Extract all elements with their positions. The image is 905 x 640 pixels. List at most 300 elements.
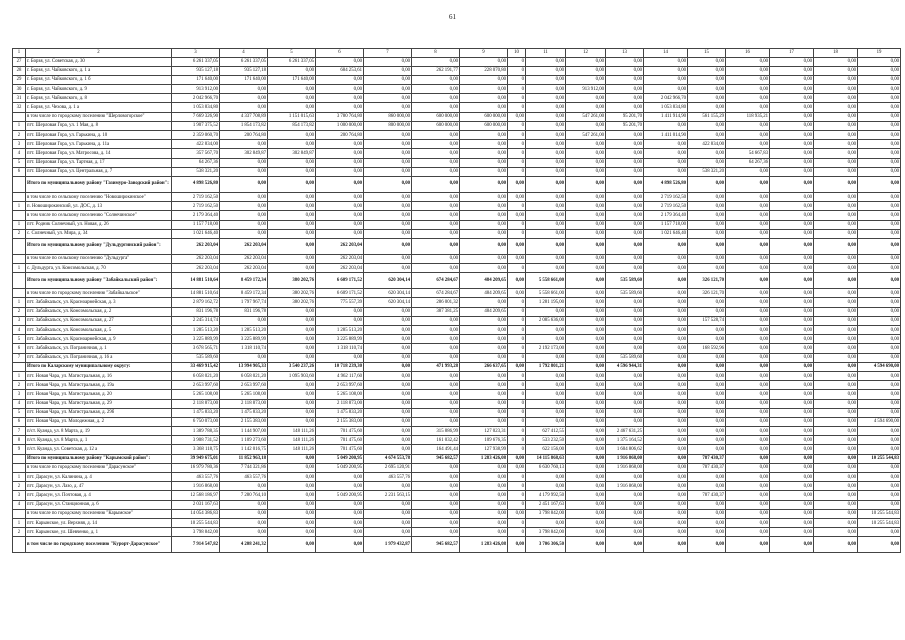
amount-cell: 1 907 375,52 — [172, 121, 220, 130]
address-cell: пгт. Новая Чара, ул. Магистральная, д. 19а — [26, 381, 172, 390]
amount-cell: 0,00 — [858, 381, 901, 390]
amount-cell: 0,00 — [770, 273, 814, 289]
amount-cell: 302 849,87 — [268, 149, 316, 158]
address-cell: пгт. Забайкальск, ул. Красноармейская, д. 3 — [26, 298, 172, 307]
amount-cell: 0,00 — [770, 66, 814, 75]
amount-cell: 0,00 — [460, 57, 508, 66]
amount-cell: 0,00 — [606, 473, 644, 482]
amount-cell: 0,00 — [526, 238, 566, 254]
amount-cell: 0,00 — [412, 140, 460, 149]
amount-cell: 674 284,67 — [412, 273, 460, 289]
amount-cell: 0,00 — [726, 473, 770, 482]
amount-cell: 0,00 — [364, 445, 412, 454]
amount-cell: 0,00 — [814, 94, 858, 103]
amount-cell: 0,00 — [726, 192, 770, 201]
row-number-cell — [13, 362, 26, 371]
amount-cell: 0,00 — [364, 167, 412, 176]
amount-cell: 0,00 — [316, 473, 364, 482]
amount-cell: 1 095 903,60 — [268, 371, 316, 380]
table-row — [13, 75, 901, 84]
amount-cell: 0,00 — [688, 131, 726, 140]
amount-cell: 0,00 — [412, 131, 460, 140]
amount-cell: 95 201,70 — [606, 112, 644, 121]
amount-cell: 0 — [508, 417, 526, 426]
amount-cell: 0,00 — [644, 307, 688, 316]
amount-cell: 302 849,87 — [220, 149, 268, 158]
column-number-cell: 1 — [13, 49, 26, 58]
amount-cell: 0,00 — [770, 473, 814, 482]
amount-cell: 0,00 — [814, 202, 858, 211]
amount-cell: 4 674 553,78 — [364, 454, 412, 463]
amount-cell: 0 — [508, 408, 526, 417]
amount-cell: 0,00 — [814, 75, 858, 84]
address-cell: в том числе по городскому поселению "Забайкальское" — [26, 289, 172, 298]
address-cell: г. Борзя, ул. Советская, д. 30 — [26, 57, 172, 66]
amount-cell: 1 475 833,20 — [220, 408, 268, 417]
amount-cell: 118 935,21 — [726, 112, 770, 121]
amount-cell: 0,00 — [566, 408, 606, 417]
amount-cell: 0,00 — [412, 371, 460, 380]
subtotal-row — [13, 537, 901, 553]
amount-cell: 0,00 — [688, 149, 726, 158]
amount-cell: 0,00 — [460, 316, 508, 325]
amount-cell: 0,00 — [644, 326, 688, 335]
amount-cell: 1 916 868,00 — [606, 482, 644, 491]
amount-cell: 0,00 — [268, 353, 316, 362]
amount-cell: 0,00 — [526, 399, 566, 408]
amount-cell: 0,00 — [268, 473, 316, 482]
amount-cell: 0,00 — [814, 390, 858, 399]
amount-cell: 0,00 — [316, 140, 364, 149]
group-row — [13, 463, 901, 472]
amount-cell: 0,00 — [606, 537, 644, 553]
amount-cell: 5 558 661,00 — [526, 273, 566, 289]
amount-cell: 0,00 — [364, 408, 412, 417]
address-cell: пгт. Новая Чара, ул. Магистральная, д. 29 — [26, 399, 172, 408]
amount-cell: 0,00 — [644, 298, 688, 307]
amount-cell: 0,00 — [364, 399, 412, 408]
table-row — [13, 307, 901, 316]
amount-cell: 0,00 — [858, 289, 901, 298]
amount-cell: 6 261 337,05 — [172, 57, 220, 66]
amount-cell: 0,00 — [566, 202, 606, 211]
amount-cell: 0 — [508, 335, 526, 344]
amount-cell: 200 764,80 — [220, 131, 268, 140]
amount-cell: 0,00 — [606, 103, 644, 112]
amount-cell: 0,00 — [644, 85, 688, 94]
amount-cell: 0,00 — [814, 344, 858, 353]
column-number-cell: 14 — [644, 49, 688, 58]
row-number-cell: 27 — [13, 57, 26, 66]
amount-cell: 0,00 — [508, 176, 526, 192]
amount-cell: 357 567,70 — [172, 149, 220, 158]
amount-cell: 0 — [508, 149, 526, 158]
amount-cell: 0,00 — [644, 362, 688, 371]
register-table — [12, 48, 901, 553]
amount-cell: 6 058 021,20 — [172, 371, 220, 380]
amount-cell: 0,00 — [770, 436, 814, 445]
amount-cell: 0,00 — [726, 326, 770, 335]
amount-cell: 0,00 — [364, 211, 412, 220]
amount-cell: 0 — [508, 57, 526, 66]
amount-cell: 0,00 — [316, 75, 364, 84]
amount-cell: 0,00 — [508, 211, 526, 220]
amount-cell: 0,00 — [364, 500, 412, 509]
amount-cell: 0,00 — [364, 344, 412, 353]
amount-cell: 0,00 — [364, 362, 412, 371]
amount-cell: 0,00 — [814, 131, 858, 140]
amount-cell: 0,00 — [770, 254, 814, 263]
amount-cell: 4 179 992,50 — [526, 491, 566, 500]
amount-cell: 0,00 — [566, 307, 606, 316]
row-number-cell — [13, 537, 26, 553]
amount-cell: 5 265 108,00 — [172, 390, 220, 399]
amount-cell: 0,00 — [858, 491, 901, 500]
amount-cell: 0,00 — [316, 220, 364, 229]
amount-cell: 14 881 510,64 — [172, 273, 220, 289]
amount-cell: 0,00 — [316, 94, 364, 103]
amount-cell: 127 023,31 — [460, 427, 508, 436]
amount-cell: 3 780 764,80 — [316, 112, 364, 121]
address-cell: в том числе по городскому поселению "Курорт-Дарасунское" — [26, 537, 172, 553]
amount-cell: 0,00 — [688, 220, 726, 229]
amount-cell: 0,00 — [460, 353, 508, 362]
amount-cell: 0 — [508, 307, 526, 316]
amount-cell: 0,00 — [726, 417, 770, 426]
amount-cell: 0,00 — [688, 371, 726, 380]
amount-cell: 3 798 842,00 — [526, 509, 566, 518]
amount-cell: 0,00 — [526, 176, 566, 192]
row-number-cell — [13, 273, 26, 289]
amount-cell: 0,00 — [566, 335, 606, 344]
amount-cell: 0,00 — [220, 353, 268, 362]
amount-cell: 0,00 — [316, 85, 364, 94]
amount-cell: 0,00 — [726, 399, 770, 408]
amount-cell: 0,00 — [858, 167, 901, 176]
amount-cell: 0,00 — [644, 509, 688, 518]
amount-cell: 0,00 — [770, 192, 814, 201]
amount-cell: 0,00 — [268, 229, 316, 238]
amount-cell: 0,00 — [526, 103, 566, 112]
table-row — [13, 121, 901, 130]
amount-cell: 0,00 — [770, 399, 814, 408]
amount-cell: 0,00 — [364, 509, 412, 518]
amount-cell: 0,00 — [412, 353, 460, 362]
amount-cell: 0,00 — [644, 140, 688, 149]
amount-cell: 0,00 — [770, 491, 814, 500]
amount-cell: 0,00 — [726, 264, 770, 273]
row-number-cell: 5 — [13, 408, 26, 417]
amount-cell: 0,00 — [814, 103, 858, 112]
amount-cell: 1 144 907,00 — [220, 427, 268, 436]
amount-cell: 0,00 — [814, 491, 858, 500]
amount-cell: 0,00 — [364, 326, 412, 335]
amount-cell: 0,00 — [858, 316, 901, 325]
amount-cell: 600 000,00 — [460, 121, 508, 130]
amount-cell: 0,00 — [566, 436, 606, 445]
amount-cell: 0,00 — [858, 399, 901, 408]
amount-cell: 0,00 — [412, 473, 460, 482]
amount-cell: 5 265 108,00 — [316, 390, 364, 399]
table-body — [13, 49, 901, 553]
amount-cell: 0,00 — [726, 482, 770, 491]
amount-cell: 913 912,00 — [566, 85, 606, 94]
amount-cell: 0,00 — [220, 176, 268, 192]
amount-cell: 0,00 — [688, 473, 726, 482]
amount-cell: 0,00 — [770, 528, 814, 537]
amount-cell: 622 156,00 — [526, 445, 566, 454]
amount-cell: 0,00 — [726, 344, 770, 353]
amount-cell: 0,00 — [508, 192, 526, 201]
amount-cell: 0,00 — [526, 66, 566, 75]
amount-cell: 800 000,00 — [364, 121, 412, 130]
amount-cell: 380 202,76 — [268, 273, 316, 289]
amount-cell: 0,00 — [566, 381, 606, 390]
column-number-cell: 2 — [26, 49, 172, 58]
amount-cell: 157 528,74 — [688, 316, 726, 325]
amount-cell: 1 389 788,35 — [172, 427, 220, 436]
table-row — [13, 326, 901, 335]
row-number-cell: 30 — [13, 85, 26, 94]
amount-cell: 0,00 — [726, 167, 770, 176]
address-cell: пгт. Шерловая Гора, ул. Матросова, д. 14 — [26, 149, 172, 158]
row-number-cell: 1 — [13, 371, 26, 380]
amount-cell: 0,00 — [858, 140, 901, 149]
amount-cell: 0,00 — [526, 57, 566, 66]
amount-cell: 0,00 — [814, 298, 858, 307]
amount-cell: 0,00 — [770, 482, 814, 491]
amount-cell: 0,00 — [688, 528, 726, 537]
amount-cell: 0,00 — [460, 220, 508, 229]
amount-cell: 0,00 — [644, 75, 688, 84]
amount-cell: 0,00 — [606, 66, 644, 75]
amount-cell: 6 630 760,13 — [526, 463, 566, 472]
amount-cell: 0,00 — [858, 528, 901, 537]
amount-cell: 0,00 — [726, 289, 770, 298]
amount-cell: 0,00 — [566, 167, 606, 176]
amount-cell: 0,00 — [814, 192, 858, 201]
amount-cell: 0,00 — [814, 454, 858, 463]
column-number-cell: 19 — [858, 49, 901, 58]
amount-cell: 0,00 — [814, 176, 858, 192]
amount-cell: 0,00 — [508, 238, 526, 254]
amount-cell: 0,00 — [688, 254, 726, 263]
amount-cell: 0,00 — [220, 316, 268, 325]
amount-cell: 1 797 967,74 — [220, 298, 268, 307]
amount-cell: 0,00 — [364, 316, 412, 325]
amount-cell: 0,00 — [606, 509, 644, 518]
amount-cell: 4 208 241,32 — [220, 537, 268, 553]
amount-cell: 0,00 — [814, 121, 858, 130]
amount-cell: 0,00 — [770, 417, 814, 426]
row-number-cell: 6 — [13, 417, 26, 426]
row-number-cell — [13, 112, 26, 121]
amount-cell: 0,00 — [460, 211, 508, 220]
amount-cell: 0,00 — [770, 362, 814, 371]
amount-cell: 538 321,20 — [172, 167, 220, 176]
amount-cell: 0,00 — [726, 254, 770, 263]
amount-cell: 1 283 426,08 — [460, 454, 508, 463]
amount-cell: 0,00 — [688, 353, 726, 362]
amount-cell: 0,00 — [316, 537, 364, 553]
address-cell: с. Солнечный, ул. Мира, д. 34 — [26, 229, 172, 238]
address-cell: пгт. Карымское, ул. Верхняя, д. 14 — [26, 518, 172, 527]
amount-cell: 0,00 — [814, 307, 858, 316]
amount-cell: 0,00 — [858, 149, 901, 158]
column-number-cell: 18 — [814, 49, 858, 58]
amount-cell: 0,00 — [726, 202, 770, 211]
amount-cell: 0,00 — [858, 473, 901, 482]
amount-cell: 0,00 — [606, 149, 644, 158]
group-row — [13, 211, 901, 220]
amount-cell: 0,00 — [220, 140, 268, 149]
group-row — [13, 509, 901, 518]
amount-cell: 1 916 868,00 — [606, 463, 644, 472]
amount-cell: 0,00 — [858, 264, 901, 273]
amount-cell: 0,00 — [460, 417, 508, 426]
amount-cell: 0,00 — [644, 454, 688, 463]
amount-cell: 0,00 — [412, 408, 460, 417]
amount-cell: 0,00 — [316, 176, 364, 192]
amount-cell: 39 949 675,01 — [172, 454, 220, 463]
amount-cell: 0,00 — [526, 220, 566, 229]
amount-cell: 95 201,70 — [606, 121, 644, 130]
amount-cell: 0,00 — [858, 344, 901, 353]
address-cell: Итого по муниципальному району "Карымский район": — [26, 454, 172, 463]
amount-cell: 0,00 — [814, 500, 858, 509]
amount-cell: 0,00 — [364, 436, 412, 445]
amount-cell: 547 261,00 — [566, 112, 606, 121]
address-cell: пгт. Дарасун, ул. Почтовая, д. 4 — [26, 491, 172, 500]
amount-cell: 0,00 — [268, 176, 316, 192]
amount-cell: 0,00 — [220, 528, 268, 537]
address-cell: пгт. Шерловая Гора, ул. Гарькина, д. 11а — [26, 140, 172, 149]
amount-cell: 0,00 — [770, 211, 814, 220]
amount-cell: 0,00 — [688, 399, 726, 408]
amount-cell: 0,00 — [268, 390, 316, 399]
amount-cell: 0,00 — [460, 158, 508, 167]
amount-cell: 0,00 — [460, 202, 508, 211]
amount-cell: 0 — [508, 131, 526, 140]
amount-cell: 0,00 — [858, 211, 901, 220]
table-row — [13, 417, 901, 426]
table-row — [13, 131, 901, 140]
row-number-cell: 2 — [13, 528, 26, 537]
amount-cell: 0,00 — [688, 326, 726, 335]
amount-cell: 0,00 — [814, 509, 858, 518]
amount-cell: 0,00 — [460, 326, 508, 335]
amount-cell: 0,00 — [364, 57, 412, 66]
amount-cell: 0,00 — [858, 482, 901, 491]
amount-cell: 13 994 905,33 — [220, 362, 268, 371]
row-number-cell: 1 — [13, 264, 26, 273]
amount-cell: 109 676,35 — [460, 436, 508, 445]
amount-cell: 0,00 — [726, 220, 770, 229]
amount-cell: 0,00 — [814, 66, 858, 75]
amount-cell: 315 886,99 — [412, 427, 460, 436]
amount-cell: 3 540 237,26 — [268, 362, 316, 371]
amount-cell: 262 203,04 — [172, 254, 220, 263]
amount-cell: 463 557,76 — [364, 473, 412, 482]
amount-cell: 0,00 — [268, 264, 316, 273]
row-number-cell: 6 — [13, 344, 26, 353]
amount-cell: 262 191,77 — [412, 66, 460, 75]
amount-cell: 5 558 661,00 — [526, 289, 566, 298]
amount-cell: 0,00 — [858, 220, 901, 229]
amount-cell: 0,00 — [858, 94, 901, 103]
amount-cell: 620 304,14 — [364, 298, 412, 307]
amount-cell: 0,00 — [770, 307, 814, 316]
amount-cell: 0,00 — [770, 149, 814, 158]
table-row — [13, 427, 901, 436]
amount-cell: 0,00 — [858, 408, 901, 417]
amount-cell: 0,00 — [566, 238, 606, 254]
amount-cell: 262 203,04 — [220, 238, 268, 254]
amount-cell: 0,00 — [364, 140, 412, 149]
amount-cell: 0,00 — [566, 344, 606, 353]
amount-cell: 1 318 110,74 — [316, 344, 364, 353]
amount-cell: 0,00 — [526, 211, 566, 220]
amount-cell: 0,00 — [770, 381, 814, 390]
amount-cell: 0,00 — [268, 307, 316, 316]
amount-cell: 326 121,70 — [688, 273, 726, 289]
amount-cell: 0,00 — [268, 211, 316, 220]
address-cell: Итого по муниципальному району "Дульдургинский район": — [26, 238, 172, 254]
amount-cell: 0 — [508, 399, 526, 408]
amount-cell: 5 265 108,00 — [220, 390, 268, 399]
amount-cell: 0,00 — [644, 427, 688, 436]
amount-cell: 0,00 — [606, 381, 644, 390]
amount-cell: 0,00 — [770, 509, 814, 518]
amount-cell: 0,00 — [460, 167, 508, 176]
address-cell: пгт. Новая Чара, ул. Молодежная, д. 2 — [26, 417, 172, 426]
address-cell: пгт. Забайкальск, ул. Пограничная, д. 16 а — [26, 353, 172, 362]
address-cell: пгт. Новая Чара, ул. Магистральная, д. 16 — [26, 371, 172, 380]
amount-cell: 0,00 — [566, 176, 606, 192]
column-number-cell: 16 — [726, 49, 770, 58]
amount-cell: 0,00 — [460, 399, 508, 408]
table-row — [13, 482, 901, 491]
amount-cell: 5 049 200,95 — [316, 463, 364, 472]
amount-cell: 0,00 — [726, 500, 770, 509]
amount-cell: 0,00 — [688, 417, 726, 426]
address-cell: в том числе по сельскому поселению "Новоширокинское" — [26, 192, 172, 201]
amount-cell: 2 155 383,00 — [220, 417, 268, 426]
amount-cell: 0,00 — [606, 518, 644, 527]
amount-cell: 0,00 — [858, 112, 901, 121]
amount-cell: 0,00 — [858, 85, 901, 94]
amount-cell: 0,00 — [814, 289, 858, 298]
amount-cell: 620 304,14 — [364, 273, 412, 289]
amount-cell: 0,00 — [688, 408, 726, 417]
amount-cell: 0,00 — [688, 57, 726, 66]
amount-cell: 422 834,00 — [688, 140, 726, 149]
page-number: 61 — [449, 13, 456, 21]
amount-cell: 0,00 — [644, 491, 688, 500]
amount-cell: 0,00 — [726, 454, 770, 463]
amount-cell: 2 719 162,50 — [172, 202, 220, 211]
row-number-cell — [13, 211, 26, 220]
amount-cell: 0,00 — [220, 158, 268, 167]
amount-cell: 0,00 — [566, 353, 606, 362]
amount-cell: 0,00 — [688, 192, 726, 201]
amount-cell: 0,00 — [726, 85, 770, 94]
amount-cell: 0,00 — [268, 158, 316, 167]
amount-cell: 10 255 544,83 — [858, 454, 901, 463]
amount-cell: 0,00 — [770, 167, 814, 176]
amount-cell: 0,00 — [726, 509, 770, 518]
amount-cell: 0,00 — [770, 427, 814, 436]
